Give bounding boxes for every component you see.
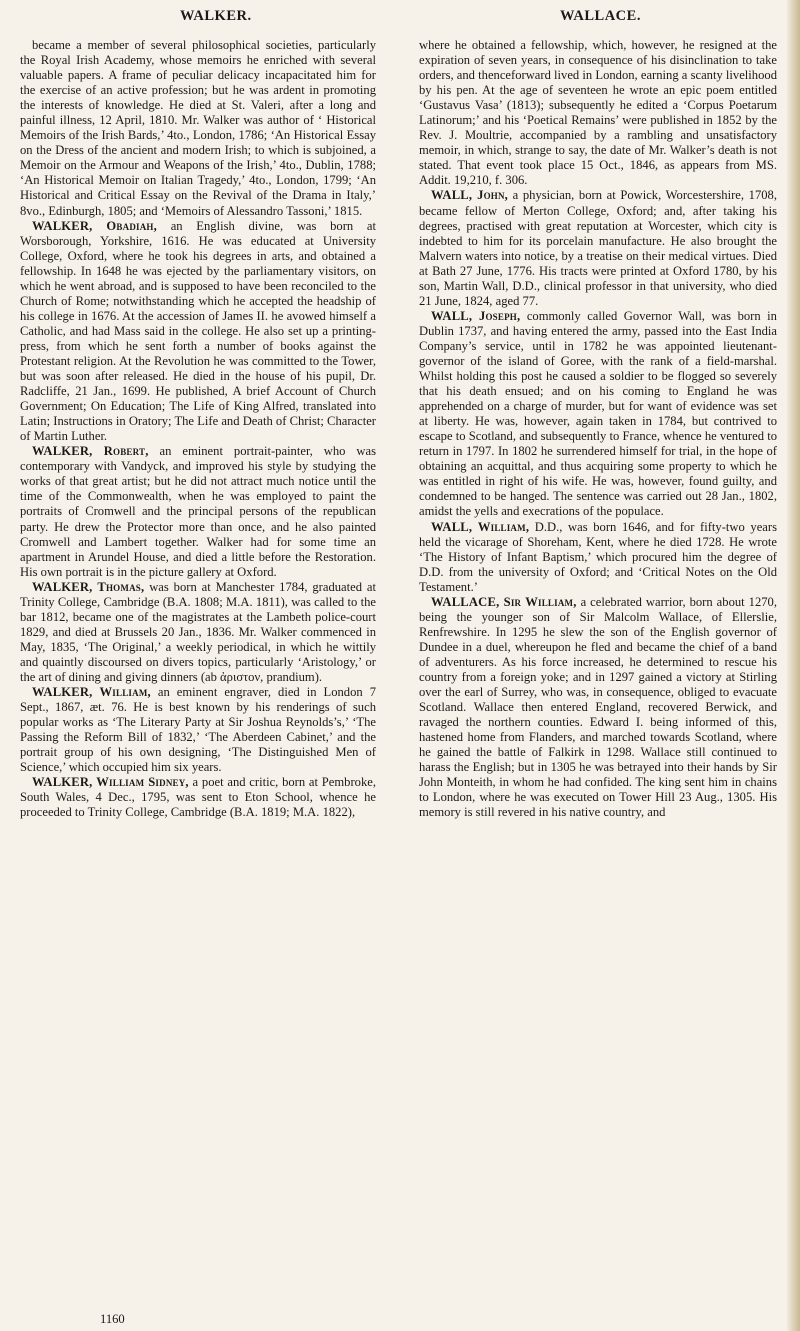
entry-headword: WALKER, Obadiah, <box>32 218 157 233</box>
entry-headword: WALKER, Thomas, <box>32 579 145 594</box>
entry: WALKER, Obadiah, an English divine, was born at Worsborough, Yorkshire, 1616. He was educated at University College, Oxford, where he took his degrees in arts, and obtained a fellowship. In 1648 he was ejected by the parliamentary visitors, on which he went abroad, and is supposed to have been reconciled to the Church of Rome; notwithstanding which he accepted the headship of his college in 1676. At the accession of James II. he avowed himself a Catholic, and had Mass said in the college. He also set up a printing-press, from which he sent forth a number of books against the Protestant religion. At the Revolution he was committed to the Tower, but was soon after released. He died in the house of his pupil, Dr. Radcliffe, 21 Jan., 1699. He published, A brief Account of Church Government; On Education; The Life of King Alfred, translated into Latin; Instructions in Oratory; The Life and Death of Christ; Character of Martin Luther. <box>20 218 376 444</box>
entry: where he obtained a fellowship, which, however, he resigned at the expiration of seven years, in consequence of his disinclination to take orders, and thenceforward lived in London, earning a scanty livelihood by his pen. At the age of seventeen he wrote an epic poem entitled ‘Gustavus Vasa’ (1813); subsequently he edited a ‘Corpus Poetarum Latinorum;’ and his ‘Poetical Remains’ were published in 1852 by the Rev. J. Moultrie, accompanied by a rambling and unsatisfactory memoir, in which, strange to say, the date of Mr. Walker’s death is not stated. That event took place 15 Oct., 1846, as appears from MS. Addit. 19,210, f. 306. <box>419 38 777 188</box>
entry: WALKER, William, an eminent engraver, died in London 7 Sept., 1867, æt. 76. He is best known by his renderings of such popular works as ‘The Literary Party at Sir Joshua Reynolds’s,’ ‘The Passing the Reform Bill of 1832,’ ‘The Aberdeen Cabinet,’ and the portrait group of his own designing, ‘The Distinguished Men of Science,’ which occupied him six years. <box>20 685 376 775</box>
entry: WALL, William, D.D., was born 1646, and for fifty-two years held the vicarage of Shoreham, Kent, where he died 1728. He wrote ‘The History of Infant Baptism,’ which procured him the degree of D.D. from the university of Oxford; and ‘Critical Notes on the Old Testament.’ <box>419 519 777 594</box>
entry-headword: WALL, Joseph, <box>431 308 521 323</box>
running-header <box>0 8 800 30</box>
left-column <box>20 38 376 820</box>
entry-headword: WALL, John, <box>431 188 509 203</box>
header-left: WALKER. <box>180 8 252 24</box>
entry: WALLACE, Sir William, a celebrated warrior, born about 1270, being the younger son of Sir Malcolm Wallace, of Ellerslie, Renfrewshire. In 1295 he slew the son of the English governor of Dundee in a duel, whereupon he fled and became the chief of a band of adventurers. As his force increased, he determined to rescue his country from a foreign yoke; and in 1297 gained a victory at Stirling over the earl of Surrey, who was, in consequence, obliged to evacuate Scotland. Wallace then entered England, recovered Berwick, and ravaged the northern counties. Edward I. being informed of this, hastened home from Flanders, and marched towards Scotland, where he gained the battle of Falkirk in 1298. Wallace still continued to harass the English; but in 1305 he was betrayed into their hands by Sir John Monteith, in whom he had confided. The king sent him in chains to London, where he was executed on Tower Hill 23 Aug., 1305. His memory is still revered in his native country, and <box>419 594 777 820</box>
page-number: 1160 <box>100 1312 125 1326</box>
entry-headword: WALKER, William, <box>32 685 151 700</box>
entry: became a member of several philosophical societies, particularly the Royal Irish Academy, whose memoirs he enriched with several valuable papers. A frame of peculiar delicacy incapacitated him for the exercise of an active profession; but he was ardent in promoting the interests of knowledge. He died at St. Valeri, after a long and painful illness, 12 April, 1810. Mr. Walker was author of ‘ Historical Memoirs of the Irish Bards,’ 4to., London, 1786; ‘An Historical Essay on the Dress of the ancient and modern Irish; to which is subjoined, a Memoir on the Armour and Weapons of the Irish,’ 4to., Dublin, 1788; ‘An Historical Memoir on Italian Tragedy,’ 4to., London, 1799; ‘An Historical and Critical Essay on the Revival of the Drama in Italy,’ 8vo., Edinburgh, 1805; and ‘Memoirs of Alessandro Tassoni,’ 1815. <box>20 38 376 218</box>
entry-headword: WALLACE, Sir William, <box>431 594 577 609</box>
entry: WALL, John, a physician, born at Powick, Worcestershire, 1708, became fellow of Merton College, Oxford; and, after taking his degrees, practised with great reputation at Worcester, which city is indebted to him for its porcelain manufacture. He also brought the Malvern waters into notice, by a treatise on their medical virtues. Died at Bath 27 June, 1776. His tracts were printed at Oxford 1780, by his son, Martin Wall, D.D., clinical professor in that university, who died 21 June, 1824, aged 77. <box>419 188 777 308</box>
header-right: WALLACE. <box>560 8 641 24</box>
entry-headword: WALKER, Robert, <box>32 444 149 459</box>
entry: WALKER, Thomas, was born at Manchester 1784, graduated at Trinity College, Cambridge (B.A. 1808; M.A. 1811), was called to the bar 1812, became one of the magistrates at the Lambeth police-court 1829, and died at Brussels 20 Jan., 1836. Mr. Walker commenced in May, 1835, ‘The Original,’ a weekly periodical, in which he wittily and quaintly discoursed on divers topics, particularly ‘Aristology,’ or the art of dining and giving dinners (ab ἀριστον, prandium). <box>20 579 376 684</box>
right-column <box>419 38 777 820</box>
entry: WALKER, Robert, an eminent portrait-painter, who was contemporary with Vandyck, and improved his style by studying the works of that great artist; but he did not attract much notice until the time of the Commonwealth, when he was employed to paint the portraits of Cromwell and the principal persons of the republican party. He drew the Protector more than once, and he also painted Cromwell and Lambert together. Walker had for some time an apartment in Arundel House, and died a little before the Restoration. His own portrait is in the picture gallery at Oxford. <box>20 444 377 579</box>
page-edge <box>786 0 800 1331</box>
entry-headword: WALKER, William Sidney, <box>32 775 189 790</box>
entry: WALL, Joseph, commonly called Governor Wall, was born in Dublin 1737, and having entered the army, passed into the East India Company’s service, until in 1782 he was appointed lieutenant-governor of the island of Goree, with the rank of a field-marshal. Whilst holding this post he caused a soldier to be flogged so severely that his death ensued; and on his coming to England he was apprehended on a charge of murder, but for want of evidence was set at liberty. He was, however, again taken in 1784, but contrived to escape to Scotland, and subsequently to France, whence he ventured to return in 1797. In 1802 he surrendered himself for trial, in the hope of obtaining an acquittal, and thus acquiring some property to which he was entitled in right of his wife. He was, however, found guilty, and condemned to be hanged. The sentence was carried out 28 Jan., 1802, amidst the yells and execrations of the populace. <box>419 308 777 519</box>
entry: WALKER, William Sidney, a poet and critic, born at Pembroke, South Wales, 4 Dec., 1795, was sent to Eton School, whence he proceeded to Trinity College, Cambridge (B.A. 1819; M.A. 1822), <box>20 775 376 820</box>
entry-headword: WALL, William, <box>431 519 530 534</box>
